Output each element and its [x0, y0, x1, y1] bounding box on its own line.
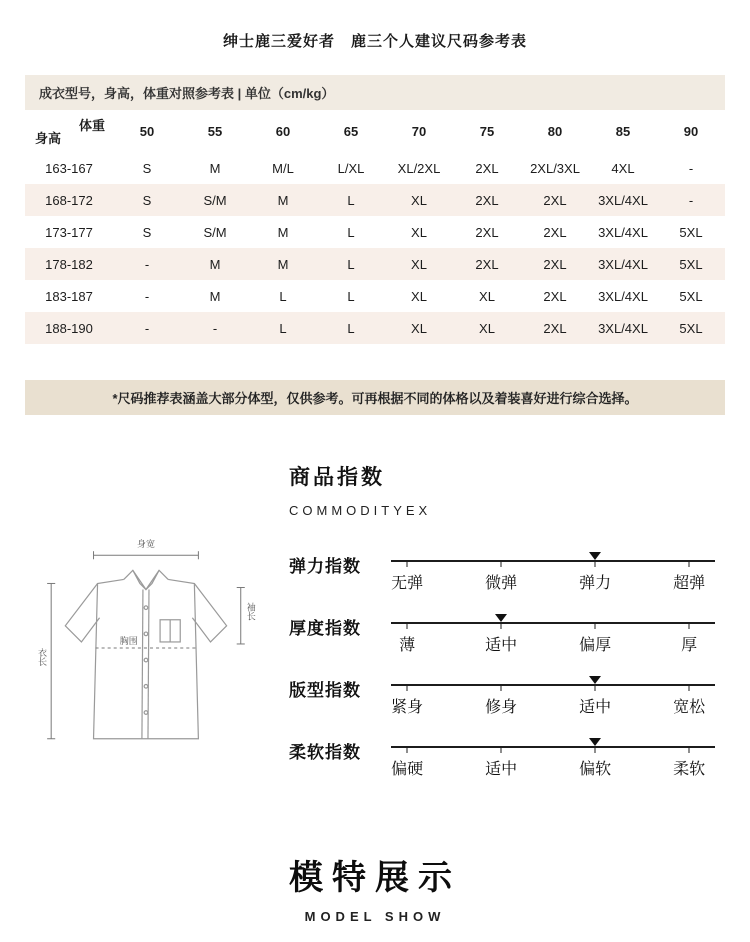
index-option-label: 厚 [681, 637, 698, 654]
size-cell: XL [411, 288, 427, 304]
size-cell: 5XL [679, 256, 703, 272]
size-cell: XL [411, 224, 427, 240]
index-option-label: 宽松 [673, 699, 706, 716]
size-cell: - [212, 320, 218, 336]
index-option-label: 偏硬 [391, 761, 424, 778]
scale-tick [501, 624, 502, 629]
index-option-label: 适中 [485, 761, 518, 778]
scale-tick [595, 624, 596, 629]
weight-header-cell: 65 [343, 123, 359, 139]
scale-line [391, 560, 715, 562]
weight-header-cell: 80 [547, 123, 563, 139]
index-label: 柔软指数 [289, 743, 361, 762]
page-title: 绅士鹿三爱好者 鹿三个人建议尺码参考表 [222, 33, 527, 50]
scale-tick [689, 748, 690, 753]
size-cell: 2XL [543, 320, 567, 336]
table-row [25, 152, 725, 184]
size-cell: XL [479, 288, 495, 304]
size-cell: 2XL [475, 224, 499, 240]
table-row [25, 184, 725, 216]
size-cell: 4XL [611, 160, 635, 176]
index-scale [391, 670, 715, 716]
size-cell: - [144, 288, 150, 304]
shirt-length-label: 衣长 [37, 648, 48, 667]
size-cell: 3XL/4XL [598, 192, 648, 208]
scale-tick [595, 562, 596, 567]
table-header-row [25, 110, 725, 152]
size-cell: 3XL/4XL [598, 320, 648, 336]
height-axis-label: 身高 [35, 131, 62, 146]
size-cell: - [144, 320, 150, 336]
size-cell: L [347, 224, 355, 240]
index-option-label: 偏厚 [579, 637, 612, 654]
size-cell: S/M [203, 192, 227, 208]
size-cell: M [277, 256, 289, 272]
size-cell: M [209, 288, 221, 304]
scale-tick [407, 562, 408, 567]
index-row [289, 608, 715, 654]
size-cell: - [688, 192, 694, 208]
scale-line [391, 746, 715, 748]
weight-header-cell: 55 [207, 123, 223, 139]
model-show-title: 模特展示 [289, 859, 461, 897]
size-cell: 5XL [679, 224, 703, 240]
size-cell: 5XL [679, 288, 703, 304]
height-cell: 183-187 [45, 288, 93, 304]
size-cell: M [209, 256, 221, 272]
size-cell: L [347, 192, 355, 208]
index-option-label: 偏软 [579, 761, 612, 778]
size-cell: M [277, 192, 289, 208]
size-cell: S [142, 160, 152, 176]
scale-tick [407, 686, 408, 691]
size-cell: 2XL/3XL [530, 160, 580, 176]
index-label: 弹力指数 [289, 557, 361, 576]
size-cell: L [279, 320, 287, 336]
index-option-label: 适中 [485, 637, 518, 654]
size-cell: 3XL/4XL [598, 256, 648, 272]
scale-tick [501, 562, 502, 567]
selected-marker-triangle-icon [589, 738, 601, 746]
size-cell: M [209, 160, 221, 176]
size-cell: S [142, 224, 152, 240]
shirt-illustration-icon [35, 527, 267, 769]
scale-tick [689, 562, 690, 567]
scale-tick [501, 686, 502, 691]
shirt-width-label: 身宽 [136, 539, 156, 550]
size-table-caption: 成衣型号，身高，体重对照参考表 | 单位（cm/kg） [25, 75, 725, 110]
weight-header-cell: 75 [479, 123, 495, 139]
index-option-label: 柔软 [673, 761, 706, 778]
size-cell: S/M [203, 224, 227, 240]
size-cell: 3XL/4XL [598, 288, 648, 304]
corner-header-cell [25, 110, 113, 152]
size-cell: L/XL [337, 160, 365, 176]
index-row [289, 732, 715, 778]
size-cell: 5XL [679, 320, 703, 336]
scale-tick [407, 624, 408, 629]
index-option-label: 薄 [399, 637, 416, 654]
index-row [289, 670, 715, 716]
height-cell: 168-172 [45, 192, 93, 208]
size-cell: 2XL [475, 256, 499, 272]
scale-tick [501, 748, 502, 753]
height-cell: 188-190 [45, 320, 93, 336]
scale-tick [689, 686, 690, 691]
index-row [289, 546, 715, 592]
table-row [25, 312, 725, 344]
size-cell: 2XL [543, 256, 567, 272]
index-scale [391, 732, 715, 778]
index-label: 版型指数 [289, 681, 361, 700]
size-cell: - [144, 256, 150, 272]
weight-header-cell: 50 [139, 123, 155, 139]
scale-tick [595, 686, 596, 691]
index-option-label: 紧身 [391, 699, 424, 716]
shirt-diagram [35, 461, 267, 778]
height-cell: 163-167 [45, 160, 93, 176]
height-cell: 173-177 [45, 224, 93, 240]
selected-marker-triangle-icon [589, 552, 601, 560]
size-cell: 2XL [543, 192, 567, 208]
index-option-label: 适中 [579, 699, 612, 716]
index-rows [289, 546, 715, 778]
commodity-index-subtitle: COMMODITYEX [289, 503, 432, 518]
size-cell: L [347, 256, 355, 272]
size-cell: 3XL/4XL [598, 224, 648, 240]
selected-marker-triangle-icon [589, 676, 601, 684]
size-cell: 2XL [475, 192, 499, 208]
scale-line [391, 622, 715, 624]
commodity-index-section [35, 461, 715, 778]
index-option-label: 无弹 [391, 575, 424, 592]
size-cell: - [688, 160, 694, 176]
index-label: 厚度指数 [289, 619, 361, 638]
size-cell: M/L [272, 160, 294, 176]
model-show-section [0, 850, 750, 942]
shirt-chest-label: 胸围 [119, 635, 138, 646]
size-table [25, 110, 725, 344]
model-show-subtitle: MODEL SHOW [304, 909, 446, 924]
size-cell: L [347, 288, 355, 304]
selected-marker-triangle-icon [495, 614, 507, 622]
table-row [25, 280, 725, 312]
weight-header-cell: 90 [683, 123, 699, 139]
size-cell: 2XL [475, 160, 499, 176]
size-cell: L [279, 288, 287, 304]
weight-header-cell: 70 [411, 123, 427, 139]
size-cell: XL [411, 192, 427, 208]
index-option-label: 微弹 [485, 575, 518, 592]
size-cell: XL [411, 320, 427, 336]
size-table-section [25, 75, 725, 344]
size-cell: XL/2XL [397, 160, 441, 176]
table-row [25, 248, 725, 280]
size-cell: S [142, 192, 152, 208]
size-cell: XL [479, 320, 495, 336]
index-option-label: 弹力 [579, 575, 612, 592]
index-option-label: 超弹 [673, 575, 706, 592]
scale-line [391, 684, 715, 686]
index-column [267, 461, 715, 778]
size-cell: 2XL [543, 224, 567, 240]
size-cell: L [347, 320, 355, 336]
scale-tick [595, 748, 596, 753]
size-cell: M [277, 224, 289, 240]
weight-header-cell: 85 [615, 123, 631, 139]
scale-tick [689, 624, 690, 629]
commodity-index-title: 商品指数 [289, 466, 385, 489]
index-option-label: 修身 [485, 699, 518, 716]
weight-header-cell: 60 [275, 123, 291, 139]
shirt-sleeve-label: 袖长 [245, 602, 256, 621]
scale-tick [407, 748, 408, 753]
height-cell: 178-182 [45, 256, 93, 272]
size-note: *尺码推荐表涵盖大部分体型，仅供参考。可再根据不同的体格以及着装喜好进行综合选择。 [25, 380, 725, 415]
size-cell: XL [411, 256, 427, 272]
index-scale [391, 608, 715, 654]
size-cell: 2XL [543, 288, 567, 304]
table-row [25, 216, 725, 248]
index-scale [391, 546, 715, 592]
weight-axis-label: 体重 [78, 118, 105, 133]
